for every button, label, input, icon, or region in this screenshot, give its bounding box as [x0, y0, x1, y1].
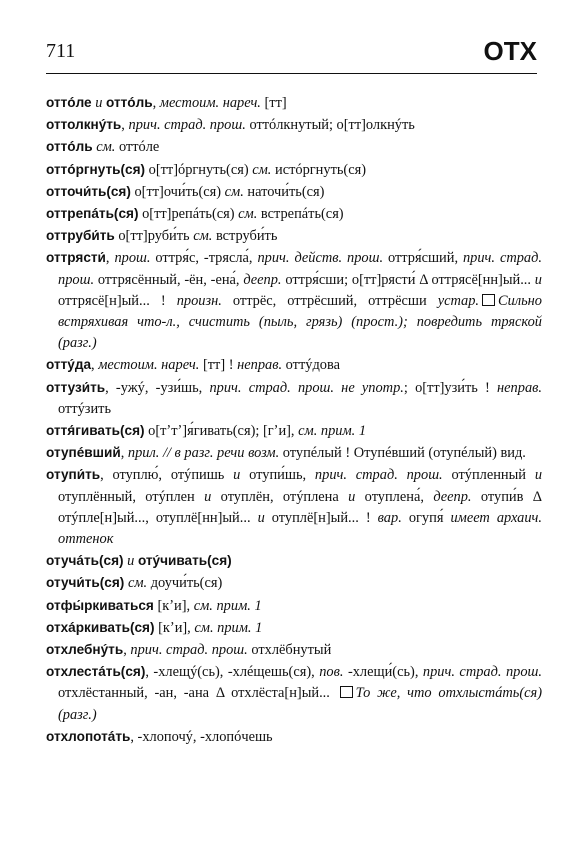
dictionary-entry	[46, 464, 542, 550]
grammar-note: пов.	[319, 664, 344, 681]
headword: отхáркивать(ся)	[46, 619, 155, 635]
headword: оттузи́ть	[46, 379, 106, 395]
headword: отхлебнýть	[46, 642, 124, 658]
grammar-note: см. прим. 1	[194, 619, 263, 636]
dictionary-entry	[46, 225, 542, 247]
entry-text: [кʼи],	[154, 619, 195, 636]
headword: отупи́ть	[46, 467, 101, 483]
dictionary-entry	[46, 420, 542, 442]
grammar-note: см.	[96, 139, 116, 156]
grammar-note: прич. страд. прош.	[130, 642, 248, 659]
grammar-note: прич. страд. прош.	[314, 467, 443, 484]
entry-text: отуплённый, отýплен	[58, 488, 205, 505]
entry-text: отхлёбнутый	[247, 642, 332, 659]
entry-text: оттря́сший,	[383, 250, 463, 267]
dictionary-entry	[46, 572, 542, 594]
dictionary-entry	[46, 136, 542, 158]
grammar-note: прич. страд. прош.	[58, 250, 542, 288]
grammar-note: произн.	[176, 292, 222, 309]
grammar-note: см.	[224, 183, 244, 200]
headword: оттолкнýть	[46, 117, 122, 133]
entry-text: , -ужý, -узи́шь,	[105, 379, 210, 396]
headword: отхлестáть(ся)	[46, 664, 146, 680]
dictionary-entry	[46, 159, 542, 181]
grammar-note: см.	[252, 161, 272, 178]
dictionary-entry	[46, 354, 542, 376]
grammar-note: см.	[193, 228, 213, 245]
dictionary-entry	[46, 639, 542, 661]
headword: отхлопотáть	[46, 728, 131, 744]
page-header	[46, 36, 537, 74]
headword: отучáть(ся)	[46, 553, 124, 569]
dictionary-entry	[46, 617, 542, 639]
entry-text: оттря́сши; о[тт]рясти́ Δ оттрясё[нн]ый...	[281, 271, 535, 288]
grammar-note: и	[233, 467, 241, 484]
entry-text: отуплё[н]ый... !	[264, 509, 378, 526]
grammar-note: прич. страд. прош. не употр.	[209, 379, 404, 396]
entry-text: ; о[тт]узи́ть !	[403, 379, 498, 396]
definition-box-icon	[340, 686, 353, 698]
dictionary-entry	[46, 726, 542, 748]
entry-text: о[тт]óргнуть(ся)	[145, 161, 253, 178]
grammar-note: неправ.	[237, 357, 283, 374]
headword: отучи́ть(ся)	[46, 575, 125, 591]
dictionary-entry	[46, 203, 542, 225]
grammar-note: см. прим. 1	[193, 597, 262, 614]
grammar-note: и	[348, 488, 356, 505]
grammar-note: см.	[238, 206, 258, 223]
grammar-note: и	[534, 467, 543, 484]
dictionary-entry	[46, 92, 542, 114]
entry-text: оттрясённый, -ён, -ена́,	[94, 271, 244, 288]
definition-box-icon	[482, 294, 495, 306]
dictionary-entries	[46, 92, 542, 748]
dictionary-entry	[46, 114, 542, 136]
entry-text: отхлёстанный, -ан, -ана Δ отхлёста[н]ый...	[58, 685, 337, 702]
running-head: ОТХ	[483, 36, 537, 66]
dictionary-entry	[46, 181, 542, 203]
grammar-note: прил. // в разг. речи возм.	[127, 445, 280, 462]
grammar-note: неправ.	[497, 379, 542, 396]
grammar-note: и	[534, 271, 542, 288]
header-rule	[46, 73, 537, 74]
headword: отупéвший	[46, 445, 121, 461]
entry-text: ,	[105, 250, 115, 267]
entry-text: отýпленный	[442, 467, 535, 484]
entry-text: наточи́ть(ся)	[243, 183, 325, 200]
entry-text: доучи́ть(ся)	[147, 575, 223, 592]
entry-text: о[тт]репáть(ся)	[138, 206, 239, 223]
entry-text: оттóлкнутый; о[тт]олкнýть	[245, 117, 415, 134]
entry-text: ,	[120, 445, 128, 462]
headword: оттýда	[46, 357, 92, 373]
grammar-note: и	[91, 95, 106, 111]
grammar-note: Сильно встряхивая что-л., счистить (пыль, грязь) (прост.); повредить тряской (разг.)	[58, 292, 542, 352]
dictionary-entry	[46, 661, 542, 726]
entry-text: оттýзить	[58, 400, 112, 417]
entry-text: отупи́в Δ отýпле[н]ый..., отуплё[нн]ый...	[58, 488, 542, 526]
headword: оття́гивать(ся)	[46, 423, 145, 439]
grammar-note: вар.	[377, 509, 402, 526]
grammar-note: местоим. нареч.	[98, 357, 200, 374]
headword: оттрясти́	[46, 250, 106, 266]
entry-text: [тт]	[260, 95, 287, 111]
grammar-note: прич. страд. прош.	[128, 117, 246, 134]
entry-text: вструби́ть	[212, 228, 278, 245]
grammar-note: см. прим. 1	[298, 423, 367, 440]
page-number: 711	[46, 40, 76, 62]
entry-text: оттóле	[115, 139, 160, 156]
headword: оттóль	[106, 95, 153, 110]
entry-text: оттрёс, оттрёсший, оттрёсши	[221, 292, 438, 309]
grammar-note: прош.	[114, 250, 151, 267]
headword: отýчивать(ся)	[137, 553, 232, 569]
entry-text: , отуплю́, отýпишь	[100, 467, 234, 484]
entry-text: отуплён, отýплена	[211, 488, 349, 505]
entry-text: отуплена́,	[355, 488, 434, 505]
entry-text: отупéлый ! Отупéвший (отупéлый) вид.	[279, 445, 526, 462]
grammar-note: прич. действ. прош.	[257, 250, 384, 267]
headword: оттóль	[46, 139, 93, 155]
grammar-note: и	[204, 488, 212, 505]
entry-text: , -хлещý(сь), -хлéщешь(ся),	[145, 664, 320, 681]
grammar-note: То же, что отхлыстáть(ся) (разг.)	[58, 685, 542, 723]
grammar-note: и	[123, 553, 138, 570]
entry-text: [кʼи],	[153, 597, 194, 614]
dictionary-entry	[46, 247, 542, 354]
entry-text: встрепáть(ся)	[257, 206, 344, 223]
headword: оттóле	[46, 95, 92, 110]
headword: отфы́ркиваться	[46, 597, 154, 613]
entry-text: ,	[91, 357, 99, 374]
entry-text: -хлещи́(сь),	[343, 664, 423, 681]
dictionary-entry	[46, 377, 542, 420]
entry-text: ,	[123, 642, 131, 659]
entry-text: ,	[152, 95, 160, 111]
dictionary-entry	[46, 550, 542, 572]
entry-text: оттря́с, -трясла́,	[150, 250, 258, 267]
entry-text: отупи́шь,	[240, 467, 315, 484]
dictionary-entry	[46, 595, 542, 617]
grammar-note: и	[257, 509, 265, 526]
grammar-note: местоим. нареч.	[159, 95, 261, 111]
entry-text: оттýдова	[282, 357, 340, 374]
dictionary-entry	[46, 442, 542, 464]
headword: отточи́ть(ся)	[46, 183, 131, 199]
headword: оттрепáть(ся)	[46, 206, 139, 222]
entry-text: о[тт]очи́ть(ся)	[130, 183, 225, 200]
grammar-note: устар.	[437, 292, 480, 309]
headword: оттóргнуть(ся)	[46, 161, 146, 177]
entry-text: [тт] !	[199, 357, 238, 374]
grammar-note: см.	[127, 575, 148, 592]
entry-text: о[тт]руби́ть	[114, 228, 194, 245]
grammar-note: имеет архаич. оттенок	[58, 509, 542, 548]
grammar-note: деепр.	[243, 271, 282, 288]
entry-text: оттрясё[н]ый... !	[58, 292, 177, 309]
grammar-note: прич. страд. прош.	[422, 664, 543, 681]
entry-text: огупя́	[401, 509, 451, 526]
entry-text: истóргнуть(ся)	[271, 161, 367, 178]
headword: оттруби́ть	[46, 228, 115, 244]
entry-text: ,	[121, 117, 129, 134]
grammar-note: деепр.	[433, 488, 472, 505]
entry-text: , -хлопочý, -хлопóчешь	[130, 728, 273, 745]
entry-text: о[тʼтʼ]я́гивать(ся); [гʼи],	[144, 423, 299, 440]
